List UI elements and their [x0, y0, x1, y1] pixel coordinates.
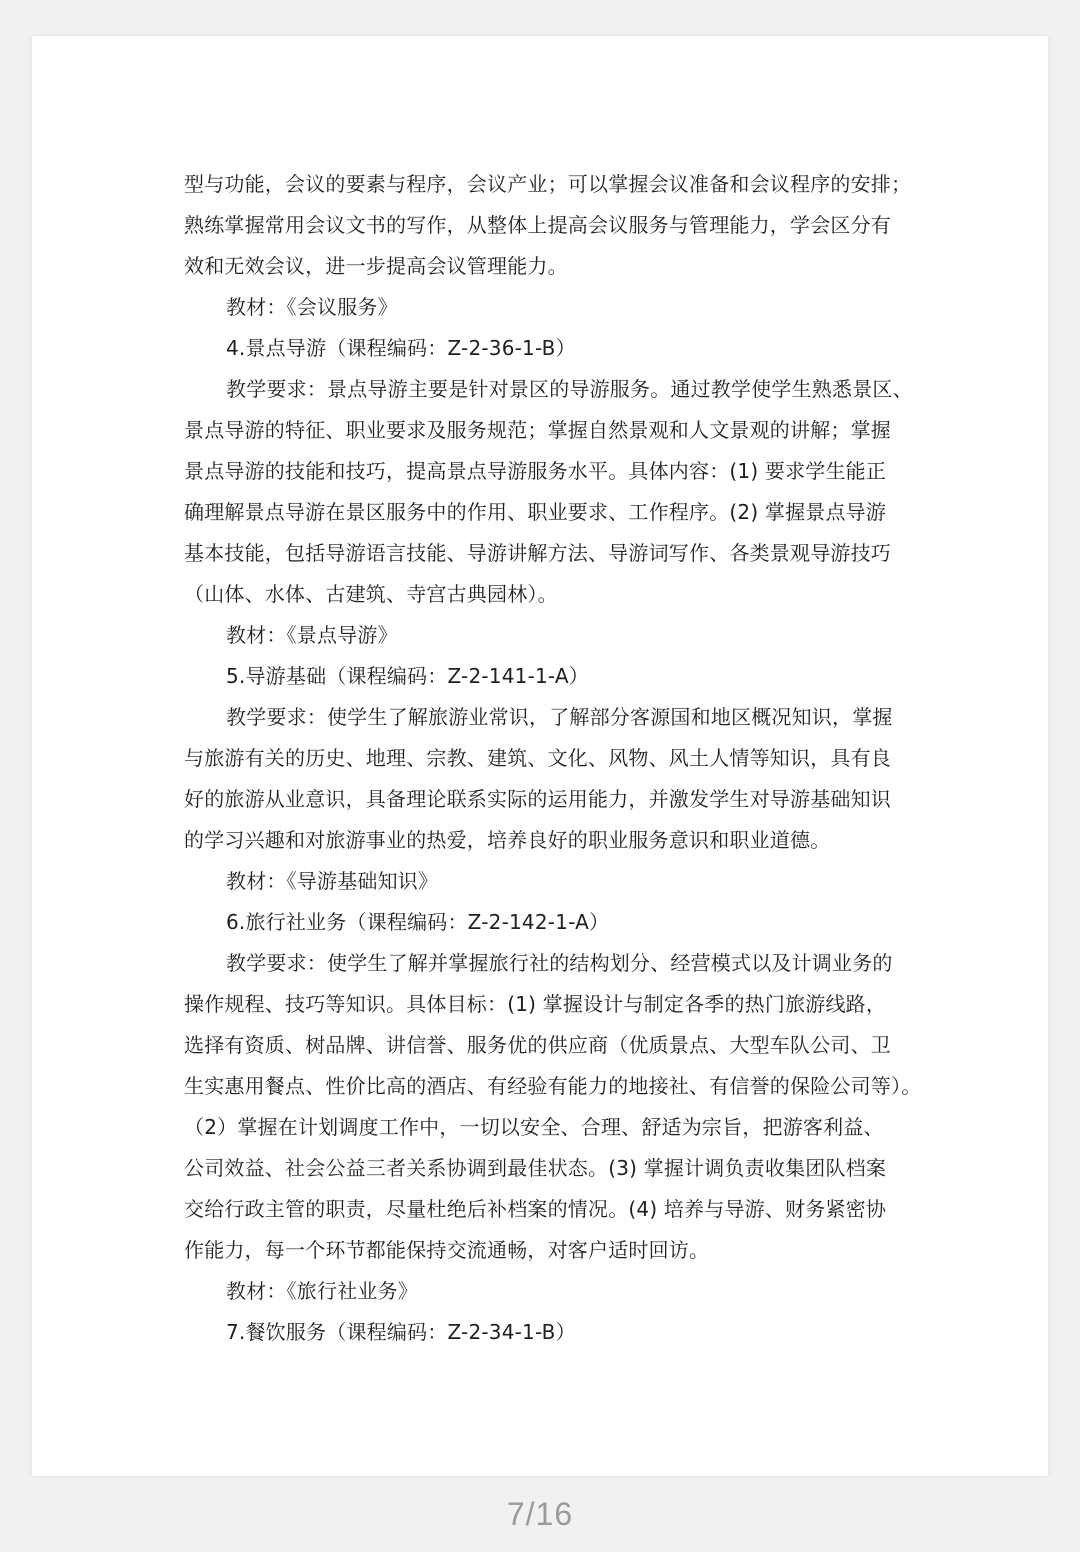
text-line: 型与功能，会议的要素与程序，会议产业；可以掌握会议准备和会议程序的安排； — [184, 172, 912, 196]
text-line: 好的旅游从业意识，具备理论联系实际的运用能力，并激发学生对导游基础知识 — [184, 787, 891, 811]
text-line: 教学要求：使学生了解旅游业常识，了解部分客源国和地区概况知识，掌握 — [226, 705, 893, 729]
text-line: 景点导游的特征、职业要求及服务规范；掌握自然景观和人文景观的讲解；掌握 — [184, 418, 891, 442]
text-line: 7.餐饮服务（课程编码：Z-2-34-1-B） — [226, 1320, 576, 1344]
text-line: 效和无效会议，进一步提高会议管理能力。 — [184, 254, 568, 278]
text-line: 与旅游有关的历史、地理、宗教、建筑、文化、风物、风土人情等知识，具有良 — [184, 746, 891, 770]
text-line: 操作规程、技巧等知识。具体目标：(1) 掌握设计与制定各季的热门旅游线路， — [184, 992, 887, 1016]
text-line: （2）掌握在计划调度工作中，一切以安全、合理、舒适为宗旨，把游客利益、 — [184, 1115, 884, 1139]
text-line: 选择有资质、树品牌、讲信誉、服务优的供应商（优质景点、大型车队公司、卫 — [184, 1033, 891, 1057]
document-body — [184, 164, 922, 1353]
text-line: 公司效益、社会公益三者关系协调到最佳状态。(3) 掌握计调负责收集团队档案 — [184, 1156, 887, 1180]
text-line: 教材：《导游基础知识》 — [226, 869, 439, 893]
document-page — [32, 36, 1048, 1476]
text-line: 交给行政主管的职责，尽量杜绝后补档案的情况。(4) 培养与导游、财务紧密协 — [184, 1197, 887, 1221]
text-line: 熟练掌握常用会议文书的写作，从整体上提高会议服务与管理能力，学会区分有 — [184, 213, 891, 237]
text-line: 景点导游的技能和技巧，提高景点导游服务水平。具体内容：(1) 要求学生能正 — [184, 459, 887, 483]
text-line: 作能力，每一个环节都能保持交流通畅，对客户适时回访。 — [184, 1238, 710, 1262]
text-line: 5.导游基础（课程编码：Z-2-141-1-A） — [226, 664, 589, 688]
page-indicator: 7/16 — [506, 1496, 574, 1532]
text-line: 的学习兴趣和对旅游事业的热爱，培养良好的职业服务意识和职业道德。 — [184, 828, 831, 852]
text-line: 教材：《景点导游》 — [226, 623, 398, 647]
text-line: 教材：《旅行社业务》 — [226, 1279, 418, 1303]
text-line: 6.旅行社业务（课程编码：Z-2-142-1-A） — [226, 910, 610, 934]
text-line: 基本技能，包括导游语言技能、导游讲解方法、导游词写作、各类景观导游技巧 — [184, 541, 891, 565]
text-line: 教学要求：景点导游主要是针对景区的导游服务。通过教学使学生熟悉景区、 — [226, 377, 913, 401]
text-line: （山体、水体、古建筑、寺宫古典园林）。 — [184, 582, 558, 606]
text-line: 确理解景点导游在景区服务中的作用、职业要求、工作程序。(2) 掌握景点导游 — [184, 500, 887, 524]
text-line: 生实惠用餐点、性价比高的酒店、有经验有能力的地接社、有信誉的保险公司等）。 — [184, 1074, 922, 1098]
text-line: 4.景点导游（课程编码：Z-2-36-1-B） — [226, 336, 576, 360]
text-line: 教材：《会议服务》 — [226, 295, 398, 319]
text-line: 教学要求：使学生了解并掌握旅行社的结构划分、经营模式以及计调业务的 — [226, 951, 893, 975]
